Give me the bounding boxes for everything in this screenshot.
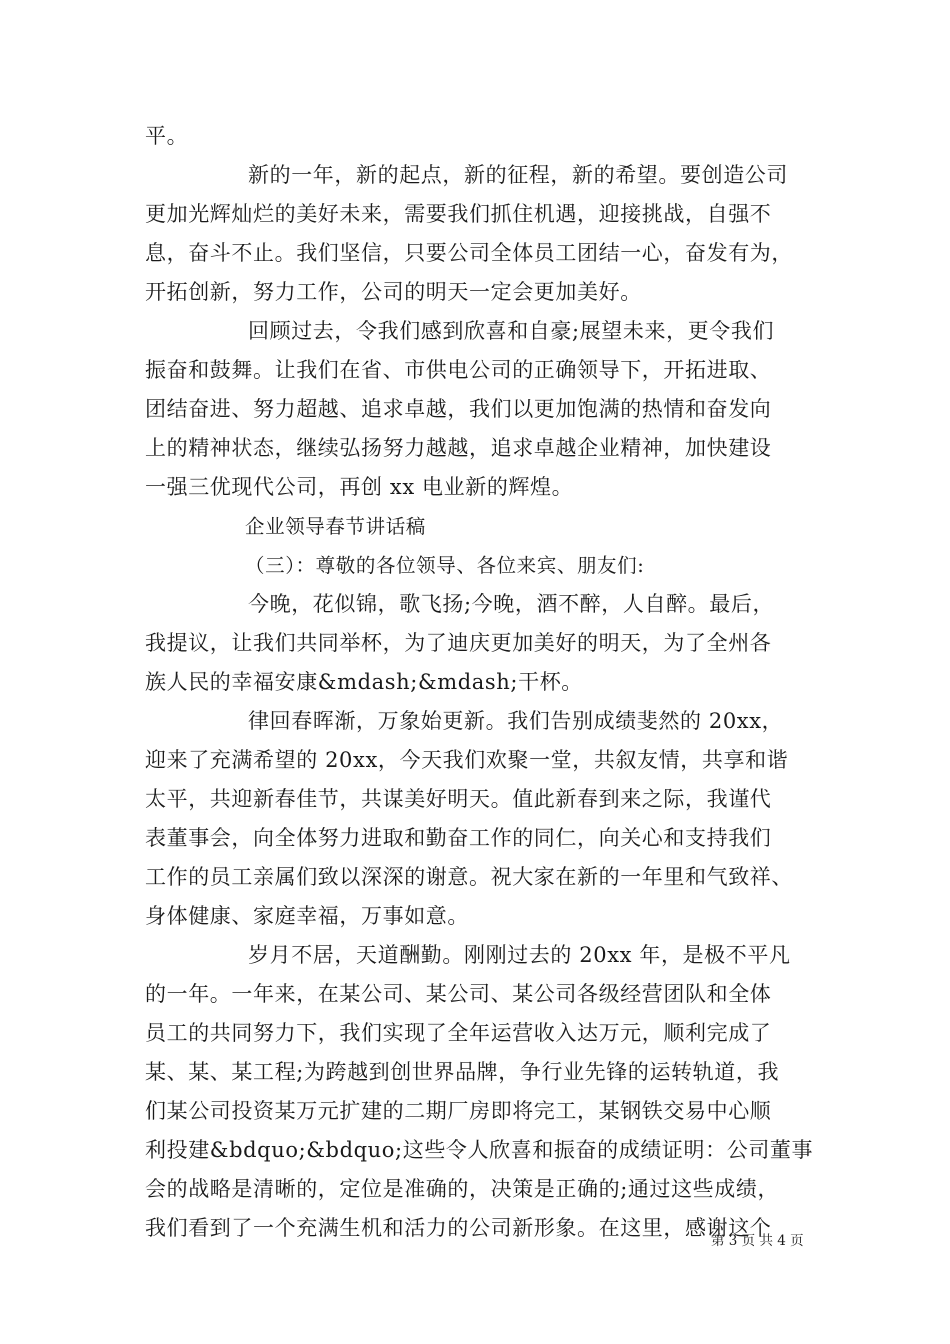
text-line: 们某公司投资某万元扩建的二期厂房即将完工，某钢铁交易中心顺: [145, 1099, 772, 1123]
text-line: 上的精神状态，继续弘扬努力越越，追求卓越企业精神，加快建设: [145, 436, 772, 460]
section-title: 企业领导春节讲话稿: [245, 515, 426, 538]
text-line: 平。: [145, 124, 189, 148]
text-line: 利投建&bdquo;&bdquo;这些令人欣喜和振奋的成绩证明：公司董事: [145, 1138, 814, 1162]
text-line: 太平，共迎新春佳节，共谋美好明天。值此新春到来之际，我谨代: [145, 787, 772, 811]
text-line: 的一年。一年来，在某公司、某公司、某公司各级经营团队和全体: [145, 982, 772, 1006]
text-line: 开拓创新，努力工作，公司的明天一定会更加美好。: [145, 280, 642, 304]
paragraph-start: 岁月不居，天道酬勤。刚刚过去的 20xx 年，是极不平凡: [248, 943, 791, 967]
paragraph-start: 回顾过去，令我们感到欣喜和自豪;展望未来，更令我们: [248, 319, 775, 343]
text-line: 更加光辉灿烂的美好未来，需要我们抓住机遇，迎接挑战，自强不: [145, 202, 772, 226]
text-line: 迎来了充满希望的 20xx，今天我们欢聚一堂，共叙友情，共享和谐: [145, 748, 789, 772]
text-line: 族人民的幸福安康&mdash;&mdash;干杯。: [145, 670, 583, 694]
text-line: 我提议，让我们共同举杯，为了迪庆更加美好的明天，为了全州各: [145, 631, 772, 655]
paragraph-start: 律回春晖渐，万象始更新。我们告别成绩斐然的 20xx，: [248, 709, 784, 733]
section-subtitle: （三）：尊敬的各位领导、各位来宾、朋友们:: [245, 554, 645, 577]
text-line: 我们看到了一个充满生机和活力的公司新形象。在这里，感谢这个: [145, 1216, 772, 1240]
text-line: 息，奋斗不止。我们坚信，只要公司全体员工团结一心，奋发有为，: [145, 241, 793, 265]
paragraph-start: 新的一年，新的起点，新的征程，新的希望。要创造公司: [248, 163, 788, 187]
page-number-footer: 第 3 页 共 4 页: [711, 1233, 804, 1249]
text-line: 某、某、某工程;为跨越到创世界品牌，争行业先锋的运转轨道，我: [145, 1060, 780, 1084]
text-line: 团结奋进、努力超越、追求卓越，我们以更加饱满的热情和奋发向: [145, 397, 772, 421]
text-line: 振奋和鼓舞。让我们在省、市供电公司的正确领导下，开拓进取、: [145, 358, 772, 382]
paragraph-start: 今晚，花似锦，歌飞扬;今晚，酒不醉，人自醉。最后，: [248, 592, 775, 616]
text-line: 一强三优现代公司，再创 xx 电业新的辉煌。: [145, 475, 574, 499]
text-line: 表董事会，向全体努力进取和勤奋工作的同仁，向关心和支持我们: [145, 826, 772, 850]
text-line: 会的战略是清晰的，定位是准确的，决策是正确的;通过这些成绩，: [145, 1177, 780, 1201]
text-line: 员工的共同努力下，我们实现了全年运营收入达万元，顺利完成了: [145, 1021, 772, 1045]
text-line: 身体健康、家庭幸福，万事如意。: [145, 904, 469, 928]
text-line: 工作的员工亲属们致以深深的谢意。祝大家在新的一年里和气致祥、: [145, 865, 793, 889]
body-text: [145, 117, 825, 1248]
